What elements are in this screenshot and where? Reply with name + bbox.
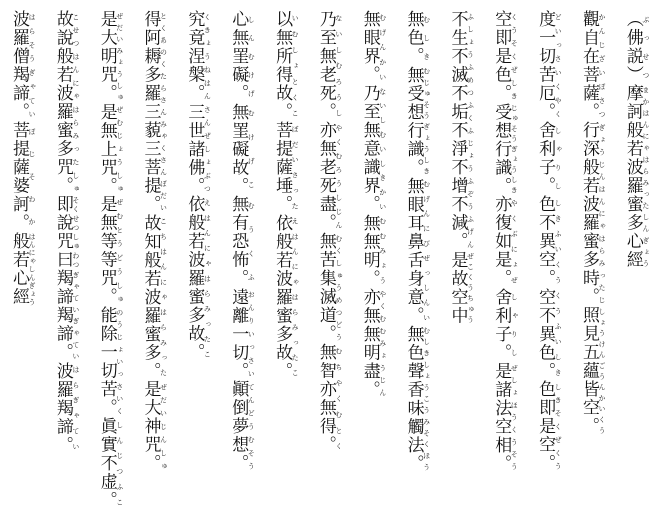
ruby-segment: [359, 213, 387, 288]
segment-text: 波羅羯諦。: [52, 361, 73, 454]
segment-reading: むくしゅうめつどう: [334, 232, 343, 343]
ruby-segment: [184, 195, 212, 362]
sutra-column: [359, 10, 387, 456]
sutra-column: [534, 10, 563, 473]
ruby-segment: [622, 84, 650, 269]
ruby-segment: [447, 250, 475, 325]
ruby-segment: [535, 287, 563, 381]
segment-reading: はんにゃしんぎょう: [28, 232, 36, 306]
ruby-segment: [140, 213, 168, 381]
ruby-segment: [315, 232, 343, 343]
segment-text: 般若心經: [9, 232, 29, 306]
segment-text: 即說咒曰: [52, 195, 73, 269]
sutra-column: [490, 10, 519, 473]
segment-text: 故知般若波羅蜜多。: [140, 213, 161, 380]
ruby-segment: [578, 306, 606, 436]
ruby-segment: [403, 65, 431, 177]
segment-reading: ぶっせつ: [641, 10, 650, 84]
segment-reading: しょうけんごうんかいくう: [597, 306, 606, 436]
segment-text: 眞實不虚。: [96, 417, 117, 510]
segment-text: 是大明咒。: [96, 10, 117, 103]
ruby-segment: [228, 287, 256, 381]
ruby-segment: [9, 121, 36, 232]
ruby-segment: [96, 10, 124, 103]
segment-reading: ぜむとうどうしゅ: [115, 195, 124, 306]
segment-reading: ぼじそわか: [28, 121, 36, 232]
segment-reading: さんぜしょぶつ: [203, 102, 212, 195]
ruby-segment: [228, 10, 256, 103]
segment-text: 以無所得故。: [272, 10, 293, 121]
ruby-segment: [9, 232, 36, 306]
segment-text: 行深般若波羅蜜多時。: [578, 121, 599, 306]
segment-reading: くきょうねはん: [203, 10, 212, 103]
segment-text: 是無等等咒。: [96, 195, 117, 306]
segment-reading: やくぶにょぜ: [510, 195, 519, 288]
segment-text: 究竟涅槃。: [184, 10, 205, 103]
segment-reading: ぎょうじんはんにゃはらみったじ: [597, 121, 606, 306]
ruby-segment: [403, 176, 431, 325]
ruby-segment: [578, 10, 606, 121]
segment-reading: むしきしょうこうみそくほう: [422, 324, 431, 473]
ruby-segment: [491, 361, 519, 473]
segment-reading: ぜこくうちゅう: [466, 250, 475, 325]
segment-text: 能除一切苦。: [96, 306, 117, 417]
segment-text: 乃至無意識界。: [359, 84, 380, 214]
ruby-segment: [578, 121, 606, 306]
ruby-segment: [140, 380, 168, 473]
segment-reading: くうそくぜしき: [510, 10, 519, 103]
segment-reading: くうふいしき: [554, 287, 563, 380]
segment-text: 是諸法空相。: [491, 361, 512, 473]
segment-text: 乃至無老死。: [315, 10, 336, 121]
segment-reading: ぜだいみょうしゅ: [115, 10, 124, 103]
segment-reading: ぼだいさった: [291, 121, 300, 214]
sutra-column-title: [622, 10, 650, 456]
sutra-column: [271, 10, 299, 456]
sutra-column: [446, 10, 474, 456]
ruby-segment: [535, 195, 563, 288]
segment-text: 度一切苦厄。: [535, 10, 556, 121]
segment-text: 亦無老死盡。: [315, 121, 336, 232]
ruby-segment: [52, 195, 80, 269]
ruby-segment: [52, 361, 80, 455]
segment-reading: ぜしょほうくうそう: [510, 361, 519, 473]
ruby-segment: [228, 102, 256, 196]
ruby-segment: [315, 10, 343, 121]
segment-reading: やくむろうしじん: [334, 121, 343, 232]
segment-reading: やくむむみょうじん: [378, 287, 387, 399]
segment-reading: ぎゃていぎゃてい: [71, 269, 80, 362]
ruby-segment: [315, 121, 343, 232]
ruby-segment: [359, 287, 387, 399]
ruby-segment: [272, 213, 300, 381]
ruby-segment: [52, 10, 80, 195]
sutra-column: [183, 10, 211, 456]
sutra-column: [315, 10, 343, 456]
segment-text: 羯諦羯諦。: [52, 269, 73, 362]
segment-reading: かんじざいぼさつ: [597, 10, 606, 121]
ruby-segment: [228, 380, 256, 473]
segment-text: 無無明。: [359, 213, 380, 288]
ruby-segment: [9, 10, 36, 121]
segment-text: 故說般若波羅蜜多咒。: [52, 10, 73, 195]
ruby-segment: [535, 121, 563, 195]
ruby-segment: [535, 380, 563, 473]
segment-text: 舍利子。: [491, 287, 512, 362]
segment-text: 亦復如是。: [491, 195, 512, 288]
segment-text: 受想行識。: [491, 102, 512, 195]
ruby-segment: [184, 102, 212, 196]
ruby-segment: [491, 195, 519, 288]
sutra-column: [578, 10, 606, 456]
segment-reading: しきそくぜくう: [554, 380, 563, 473]
segment-text: 摩訶般若波羅蜜多心經: [622, 84, 643, 269]
segment-text: 無眼耳鼻舌身意。: [403, 176, 424, 325]
sutra-column: [227, 10, 256, 473]
segment-reading: てんどうむそう: [247, 380, 256, 473]
segment-text: 依般若波羅蜜多故。: [184, 195, 205, 362]
segment-reading: むじゅそうぎょうしき: [422, 65, 431, 177]
segment-reading: どいっさいくやく: [554, 10, 563, 121]
sutra-column: [403, 10, 431, 473]
segment-text: 無色聲香味觸法。: [403, 324, 424, 473]
segment-text: 無受想行識。: [403, 65, 424, 177]
segment-text: 顚倒夢想。: [228, 380, 249, 473]
ruby-segment: [447, 10, 475, 251]
segment-reading: とくあのくたらさんみゃくさんぼだい: [159, 10, 168, 214]
segment-text: 無眼界。: [359, 10, 380, 84]
segment-reading: しきふいくう: [554, 195, 563, 288]
segment-reading: ぜむじょうしゅ: [115, 102, 124, 195]
ruby-segment: [535, 10, 563, 121]
ruby-segment: [403, 10, 431, 66]
segment-reading: こちはんにゃはらみった: [159, 213, 168, 380]
segment-reading: しゃりし: [510, 287, 519, 362]
segment-text: 菩提薩埵。: [272, 121, 293, 214]
ruby-segment: [184, 10, 212, 103]
segment-reading: まかはんにゃはらみったしんぎょう: [641, 84, 650, 269]
ruby-segment: [491, 102, 519, 196]
segment-reading: のうじょいっさいく: [115, 306, 124, 417]
segment-reading: しゃりし: [554, 121, 563, 195]
segment-reading: むちやくむとく: [334, 343, 343, 454]
segment-reading: えはんにゃはらみったこ: [291, 213, 300, 380]
ruby-segment: [491, 287, 519, 362]
segment-text: 遠離一切。: [228, 287, 249, 380]
segment-text: 無色。: [403, 10, 424, 66]
segment-reading: しんじつふこ: [115, 417, 124, 510]
segment-reading: むむみょう: [378, 213, 387, 288]
segment-reading: むけげこ: [247, 102, 256, 195]
segment-text: 無罣礙故。: [228, 102, 249, 195]
segment-text: 空不異色。: [535, 287, 556, 380]
segment-text: 色不異空。: [535, 195, 556, 288]
segment-reading: じゅそうぎょうしき: [510, 102, 519, 195]
segment-text: 亦無無明盡。: [359, 287, 380, 399]
segment-text: 色即是空。: [535, 380, 556, 473]
segment-text: （佛説）: [622, 10, 643, 84]
segment-text: 依般若波羅蜜多故。: [272, 213, 293, 380]
ruby-segment: [359, 10, 387, 84]
segment-reading: えはんにゃはらみったこ: [203, 195, 212, 362]
segment-text: 是故空中: [447, 250, 468, 325]
segment-reading: ないしむいしきかい: [378, 84, 387, 214]
segment-text: 是無上咒。: [96, 102, 117, 195]
segment-reading: そくせつしゅわつ: [71, 195, 80, 269]
ruby-segment: [96, 195, 124, 306]
sutra-text: [8, 10, 650, 510]
segment-reading: はらそうぎゃてい: [28, 10, 36, 121]
segment-text: 心無罣礙。: [228, 10, 249, 103]
ruby-segment: [272, 10, 300, 121]
ruby-segment: [491, 10, 519, 103]
ruby-segment: [272, 121, 300, 214]
segment-text: 菩提薩婆訶。: [9, 121, 29, 232]
ruby-segment: [96, 417, 124, 510]
ruby-segment: [315, 343, 343, 454]
sutra-column: [52, 10, 80, 456]
segment-text: 三世諸佛。: [184, 102, 205, 195]
sutra-column: [8, 10, 36, 456]
ruby-segment: [96, 102, 124, 196]
segment-reading: ぜだいじんしゅ: [159, 380, 168, 473]
segment-text: 無智亦無得。: [315, 343, 336, 454]
ruby-segment: [96, 306, 124, 417]
segment-reading: ないしむろうし: [334, 10, 343, 121]
segment-reading: むうくふ: [247, 195, 256, 288]
segment-reading: しんむけげ: [247, 10, 256, 103]
segment-text: 是大神咒。: [140, 380, 161, 473]
sutra-column: [140, 10, 168, 473]
segment-reading: むげんかい: [378, 10, 387, 84]
sutra-column: [96, 10, 124, 510]
segment-text: 波羅僧羯諦。: [9, 10, 29, 121]
ruby-segment: [403, 324, 431, 473]
ruby-segment: [359, 84, 387, 214]
ruby-segment: [622, 10, 650, 84]
segment-reading: いむしょとくこ: [291, 10, 300, 121]
ruby-segment: [140, 10, 168, 214]
segment-reading: こせつはんにゃはらみったしゅ: [71, 10, 80, 195]
segment-reading: ふしょうふめつふくふじょうふぞうふげん: [466, 10, 475, 251]
segment-text: 空即是色。: [491, 10, 512, 103]
segment-text: 照見五蘊皆空。: [578, 306, 599, 436]
segment-reading: はらぎゃてい: [71, 361, 80, 454]
segment-text: 觀自在菩薩。: [578, 10, 599, 121]
ruby-segment: [52, 269, 80, 362]
segment-text: 得阿耨多羅三藐三菩提。: [140, 10, 161, 214]
segment-reading: むげんにびぜっしんい: [422, 176, 431, 325]
segment-text: 不生不滅不垢不淨不增不減。: [447, 10, 468, 251]
segment-text: 無苦集滅道。: [315, 232, 336, 343]
segment-text: 無有恐怖。: [228, 195, 249, 288]
ruby-segment: [228, 195, 256, 288]
segment-text: 舍利子。: [535, 121, 556, 195]
segment-reading: おんりいっさい: [247, 287, 256, 380]
segment-reading: むしき: [422, 10, 431, 66]
